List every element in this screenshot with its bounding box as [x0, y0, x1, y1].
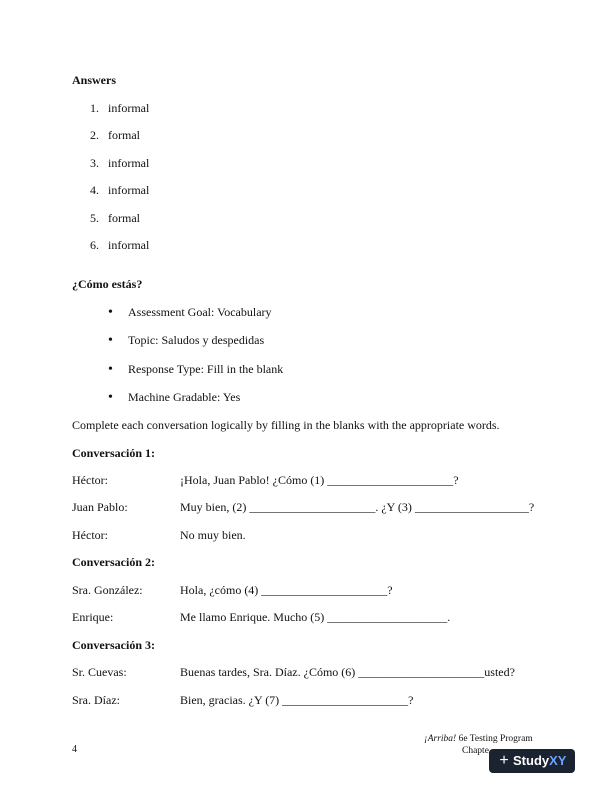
- answer-number: 1.: [90, 101, 99, 115]
- answer-text: formal: [108, 128, 140, 142]
- speaker-name: Sra. González:: [72, 583, 143, 597]
- plus-icon: +: [499, 752, 509, 769]
- dialogue-line: Muy bien, (2) _____________________. ¿Y (3) ___________________?: [180, 500, 535, 514]
- footer-program: 6e Testing Program: [456, 734, 533, 744]
- speaker-name: Héctor:: [72, 473, 108, 487]
- conversation-title: Conversación 1:: [72, 446, 155, 460]
- conversation-title: Conversación 2:: [72, 555, 155, 569]
- badge-study-text: Study: [513, 753, 550, 768]
- answer-text: informal: [108, 156, 150, 170]
- bullet-icon: •: [108, 305, 113, 320]
- bullet-item: [108, 333, 264, 348]
- page-number: 4: [72, 744, 77, 755]
- answer-item: [90, 238, 149, 253]
- speaker-name: Enrique:: [72, 610, 114, 624]
- answer-item: [90, 211, 140, 226]
- instructions: Complete each conversation logically by filling in the blanks with the appropriate words.: [72, 418, 500, 432]
- bullet-text: Topic: Saludos y despedidas: [128, 333, 265, 347]
- section-heading: ¿Cómo estás?: [72, 277, 143, 291]
- answer-text: informal: [108, 183, 150, 197]
- answer-item: [90, 101, 149, 116]
- answer-number: 5.: [90, 211, 99, 225]
- dialogue-line: Bien, gracias. ¿Y (7) _____________________?: [180, 693, 414, 707]
- bullet-text: Machine Gradable: Yes: [128, 390, 241, 404]
- dialogue-line: ¡Hola, Juan Pablo! ¿Cómo (1) _____________________?: [180, 473, 459, 487]
- dialogue-line: Me llamo Enrique. Mucho (5) ____________________.: [180, 610, 451, 624]
- answer-text: informal: [108, 101, 150, 115]
- bullet-icon: •: [108, 362, 113, 377]
- studyxy-badge[interactable]: [489, 749, 575, 773]
- bullet-item: [108, 362, 283, 377]
- bullet-item: [108, 305, 272, 320]
- bullet-item: [108, 390, 240, 405]
- bullet-icon: •: [108, 333, 113, 348]
- answer-text: informal: [108, 238, 150, 252]
- answer-item: [90, 156, 149, 171]
- dialogue-line: Buenas tardes, Sra. Díaz. ¿Cómo (6) _____________________usted?: [180, 665, 515, 679]
- answer-number: 6.: [90, 238, 99, 252]
- speaker-name: Juan Pablo:: [72, 500, 128, 514]
- answer-number: 3.: [90, 156, 99, 170]
- bullet-icon: •: [108, 390, 113, 405]
- answer-item: [90, 128, 140, 143]
- answer-number: 4.: [90, 183, 99, 197]
- bullet-text: Assessment Goal: Vocabulary: [128, 305, 272, 319]
- footer-chapter: Chapte: [462, 746, 489, 756]
- dialogue-line: No muy bien.: [180, 528, 246, 542]
- answer-item: [90, 183, 149, 198]
- speaker-name: Sr. Cuevas:: [72, 665, 127, 679]
- dialogue-line: Hola, ¿cómo (4) _____________________?: [180, 583, 393, 597]
- conversation-title: Conversación 3:: [72, 638, 155, 652]
- speaker-name: Héctor:: [72, 528, 108, 542]
- answer-text: formal: [108, 211, 140, 225]
- footer-book-title: ¡Arriba!: [424, 734, 457, 744]
- bullet-text: Response Type: Fill in the blank: [128, 362, 284, 376]
- answers-heading: Answers: [72, 73, 116, 87]
- speaker-name: Sra. Díaz:: [72, 693, 120, 707]
- badge-xy-text: XY: [549, 753, 567, 768]
- answer-number: 2.: [90, 128, 99, 142]
